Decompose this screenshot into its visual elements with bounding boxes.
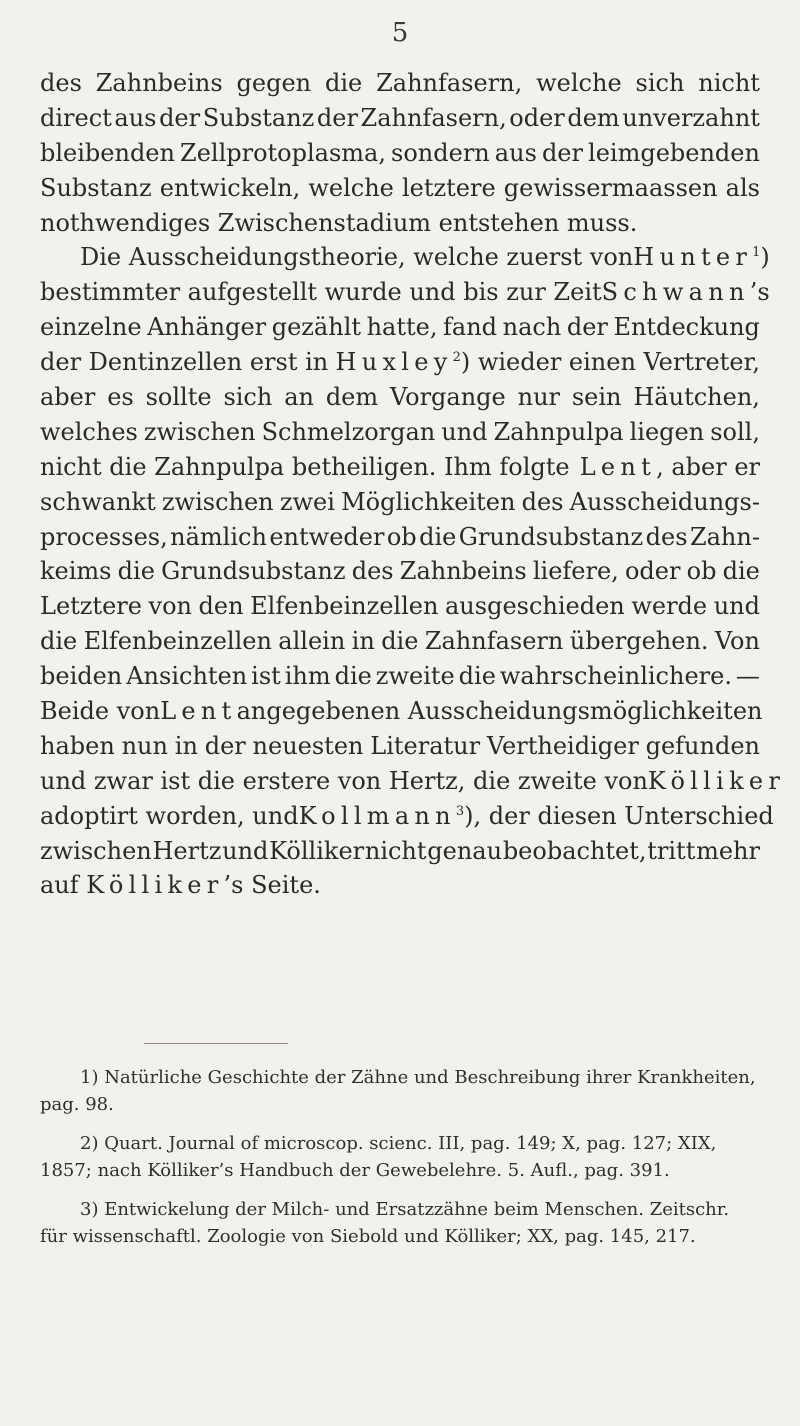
text-line: [40, 275, 770, 310]
text-line: [40, 799, 774, 834]
text-line: [40, 240, 770, 275]
text-segment: ’s Seite.: [223, 871, 321, 900]
text-segment: der Dentinzellen erst in: [40, 348, 329, 377]
footnote-line: pag. 98.: [40, 1094, 114, 1115]
name-hunter: [633, 240, 770, 275]
text-line: Substanz entwickeln, welche letztere gewissermaassen als: [40, 173, 760, 202]
text-segment: ): [760, 243, 770, 272]
footnote-line: 3) Entwickelung der Milch- und Ersatzzähne beim Menschen. Zeitschr.: [80, 1199, 730, 1220]
author-name: Lent: [579, 452, 657, 481]
author-name: Huxley: [335, 348, 453, 377]
footnote-line: für wissenschaftl. Zoologie von Siebold und Kölliker; XX, pag. 145, 217.: [40, 1226, 696, 1247]
footnote-divider: [144, 1043, 288, 1044]
footnote-ref-2: 2: [452, 350, 461, 366]
text-line: [40, 868, 760, 903]
footnote-line: 2) Quart. Journal of microscop. scienc. III, pag. 149; X, pag. 127; XIX,: [80, 1133, 717, 1154]
text-segment: nicht die Zahnpulpa betheiligen. Ihm folgte: [40, 452, 570, 481]
text-segment: bestimmter aufgestellt wurde und bis zur Zeit: [40, 278, 602, 307]
text-line: des Zahnbeins gegen die Zahnfasern, welche sich nicht: [40, 69, 760, 97]
text-segment: auf: [40, 871, 79, 900]
text-line: [40, 450, 760, 485]
footnote-ref-3: 3: [455, 803, 465, 819]
text-line: [40, 694, 763, 729]
author-name: Lent: [160, 697, 237, 726]
text-line: direct aus der Substanz der Zahnfasern, oder dem unverzahnt: [40, 103, 760, 132]
text-line: [40, 345, 760, 380]
footnote-line: 1) Natürliche Geschichte der Zähne und Beschreibung ihrer Krankheiten,: [80, 1067, 756, 1088]
author-name: Schwann: [601, 278, 750, 307]
text-segment: Beide von: [40, 697, 161, 726]
footnote-line: 1857; nach Kölliker’s Handbuch der Gewebelehre. 5. Aufl., pag. 391.: [40, 1160, 670, 1181]
text-segment: ) wieder einen Vertreter,: [460, 348, 760, 377]
footnote-2: [40, 1130, 760, 1184]
footnote-3: [40, 1196, 760, 1250]
text-line: zwischen Hertz und Kölliker nicht genau beobachtet, tritt mehr: [40, 836, 760, 865]
paragraph-2: [40, 240, 786, 903]
paragraph-1: [40, 66, 760, 240]
footnote-1: [40, 1064, 760, 1118]
body-text: [40, 66, 786, 903]
footnote-ref-1: 1: [752, 245, 761, 261]
text-segment: adoptirt worden, und: [40, 801, 299, 830]
text-segment: angegebenen Ausscheidungsmöglichkeiten: [236, 697, 763, 726]
text-segment: Die Ausscheidungstheorie, welche zuerst von: [80, 243, 634, 272]
author-name: Hunter: [633, 243, 753, 272]
text-line: aber es sollte sich an dem Vorgange nur sein Häutchen,: [40, 383, 760, 412]
text-segment: ’s: [749, 278, 770, 307]
text-line: nothwendiges Zwischenstadium entstehen muss.: [40, 208, 638, 237]
footnotes: [40, 1064, 760, 1250]
text-line: schwankt zwischen zwei Möglichkeiten des Ausscheidungs-: [40, 487, 760, 516]
author-name: Kollmann: [298, 801, 456, 830]
text-line: bleibenden Zellprotoplasma, sondern aus der leimgebenden: [40, 138, 760, 167]
text-line: [40, 764, 786, 799]
text-segment: ), der diesen Unterschied: [464, 801, 774, 830]
page-number: 5: [391, 18, 409, 48]
text-line: einzelne Anhänger gezählt hatte, fand nach der Entdeckung: [40, 313, 760, 342]
text-line: processes, nämlich entweder ob die Grundsubstanz des Zahn-: [40, 522, 760, 551]
text-line: keims die Grundsubstanz des Zahnbeins liefere, oder ob die: [40, 557, 760, 586]
text-line: welches zwischen Schmelzorgan und Zahnpulpa liegen soll,: [40, 417, 760, 446]
text-line: die Elfenbeinzellen allein in die Zahnfasern übergehen. Von: [40, 627, 760, 656]
text-line: beiden Ansichten ist ihm die zweite die wahrscheinlichere. —: [40, 662, 760, 691]
text-segment: , aber er: [656, 452, 760, 481]
text-line: haben nun in der neuesten Literatur Vertheidiger gefunden: [40, 731, 760, 760]
text-segment: und zwar ist die erstere von Hertz, die zweite von: [40, 766, 648, 795]
text-line: Letztere von den Elfenbeinzellen ausgeschieden werde und: [40, 592, 760, 621]
author-name: Kölliker: [86, 871, 224, 900]
author-name: Kölliker: [647, 766, 786, 795]
